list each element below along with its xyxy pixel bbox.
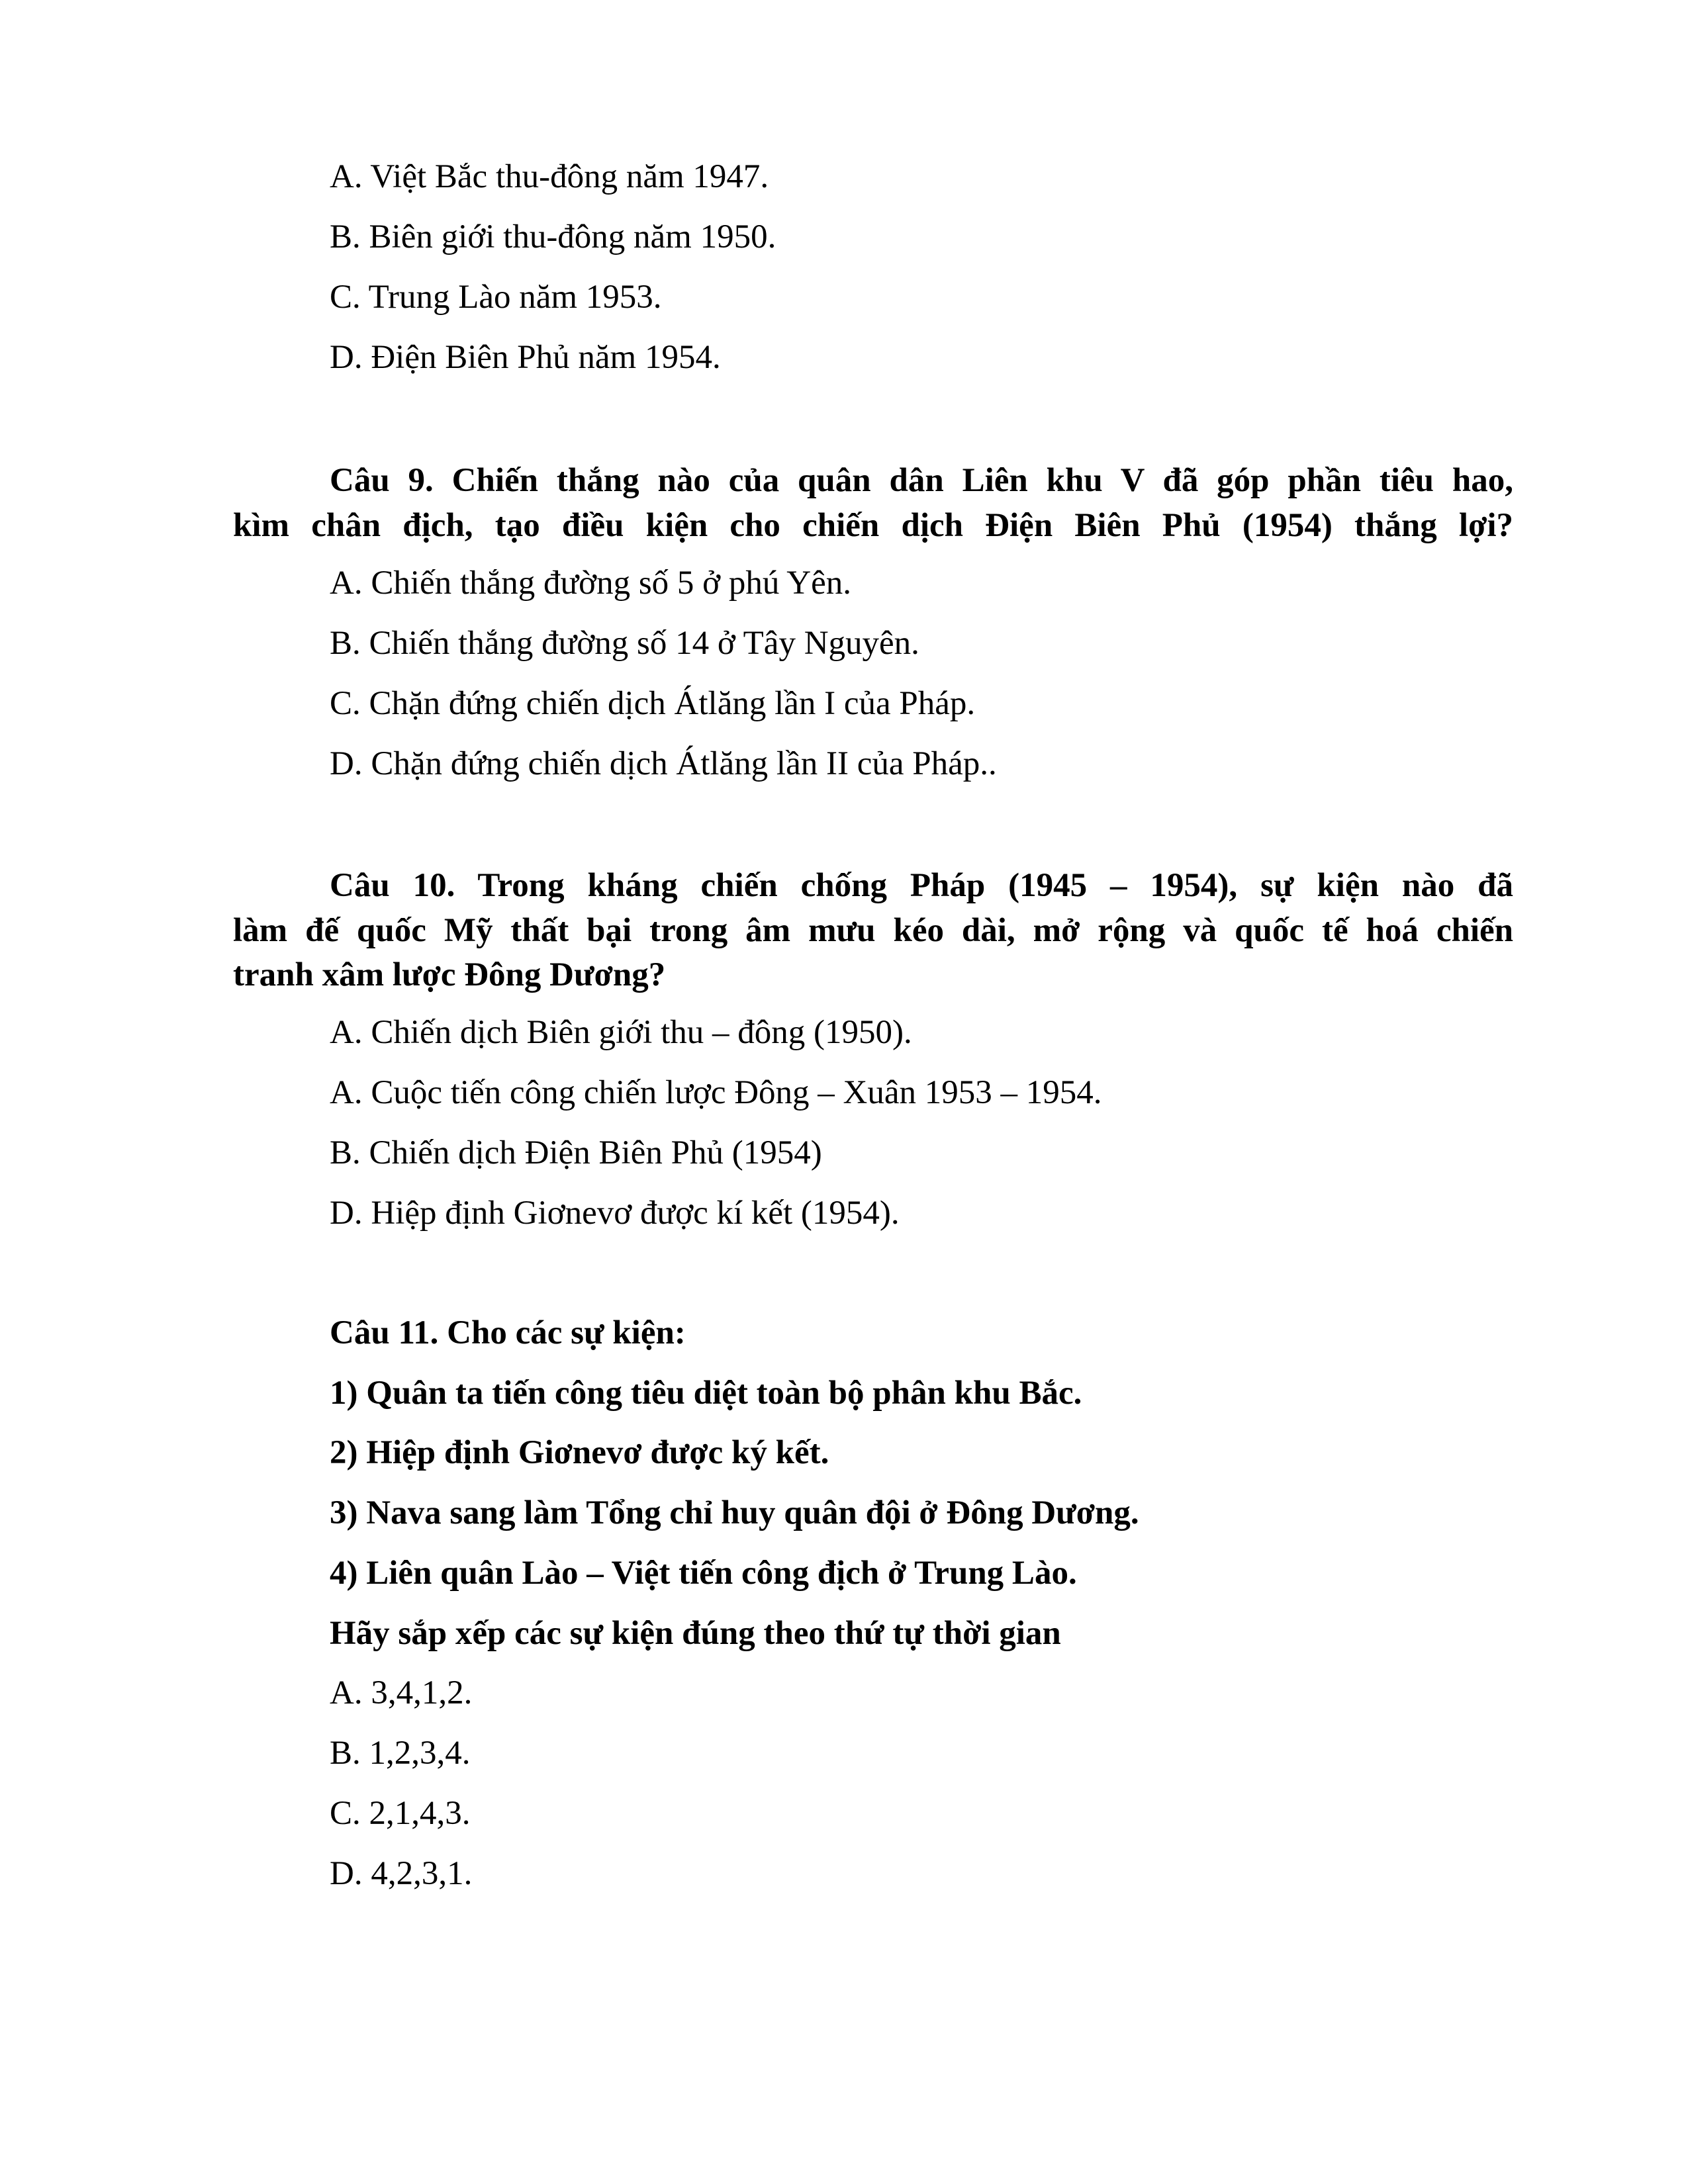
q10-question-line-2: làm đế quốc Mỹ thất bại trong âm mưu kéo dài, mở rộng và quốc tế hoá chiến: [233, 912, 1513, 949]
q10-option-2: A. Cuộc tiến công chiến lược Đông – Xuân 1953 – 1954.: [330, 1074, 1102, 1111]
q9-option-a: A. Chiến thắng đường số 5 ở phú Yên.: [330, 565, 851, 602]
q11-option-b: B. 1,2,3,4.: [330, 1735, 471, 1772]
q8-option-b: B. Biên giới thu-đông năm 1950.: [330, 218, 776, 255]
q9-question-line-1: Câu 9. Chiến thắng nào của quân dân Liên khu V đã góp phần tiêu hao,: [330, 462, 1513, 499]
q10-question-line-3: tranh xâm lược Đông Dương?: [233, 956, 666, 993]
q10-option-4: D. Hiệp định Giơnevơ được kí kết (1954).: [330, 1195, 900, 1232]
q10-option-3: B. Chiến dịch Điện Biên Phủ (1954): [330, 1134, 822, 1171]
q11-event-1: 1) Quân ta tiến công tiêu diệt toàn bộ phân khu Bắc.: [330, 1375, 1082, 1412]
q9-option-d: D. Chặn đứng chiến dịch Átlăng lần II của Pháp..: [330, 745, 997, 782]
q8-option-d: D. Điện Biên Phủ năm 1954.: [330, 339, 721, 376]
q10-question-line-1: Câu 10. Trong kháng chiến chống Pháp (1945 – 1954), sự kiện nào đã: [330, 867, 1513, 904]
q9-question-line-2: kìm chân địch, tạo điều kiện cho chiến dịch Điện Biên Phủ (1954) thắng lợi?: [233, 507, 1513, 544]
q9-option-c: C. Chặn đứng chiến dịch Átlăng lần I của Pháp.: [330, 685, 976, 722]
q11-event-2: 2) Hiệp định Giơnevơ được ký kết.: [330, 1434, 829, 1471]
q11-option-a: A. 3,4,1,2.: [330, 1674, 473, 1711]
q11-prompt: Hãy sắp xếp các sự kiện đúng theo thứ tự thời gian: [330, 1615, 1061, 1652]
q10-option-1: A. Chiến dịch Biên giới thu – đông (1950).: [330, 1014, 912, 1051]
q11-title: Câu 11. Cho các sự kiện:: [330, 1314, 686, 1351]
q9-option-b: B. Chiến thắng đường số 14 ở Tây Nguyên.: [330, 625, 919, 662]
q11-option-c: C. 2,1,4,3.: [330, 1795, 471, 1832]
q11-event-4: 4) Liên quân Lào – Việt tiến công địch ở Trung Lào.: [330, 1555, 1077, 1592]
q11-option-d: D. 4,2,3,1.: [330, 1855, 473, 1892]
q8-option-a: A. Việt Bắc thu-đông năm 1947.: [330, 158, 769, 195]
q11-event-3: 3) Nava sang làm Tổng chỉ huy quân đội ở Đông Dương.: [330, 1494, 1139, 1531]
q8-option-c: C. Trung Lào năm 1953.: [330, 279, 662, 316]
